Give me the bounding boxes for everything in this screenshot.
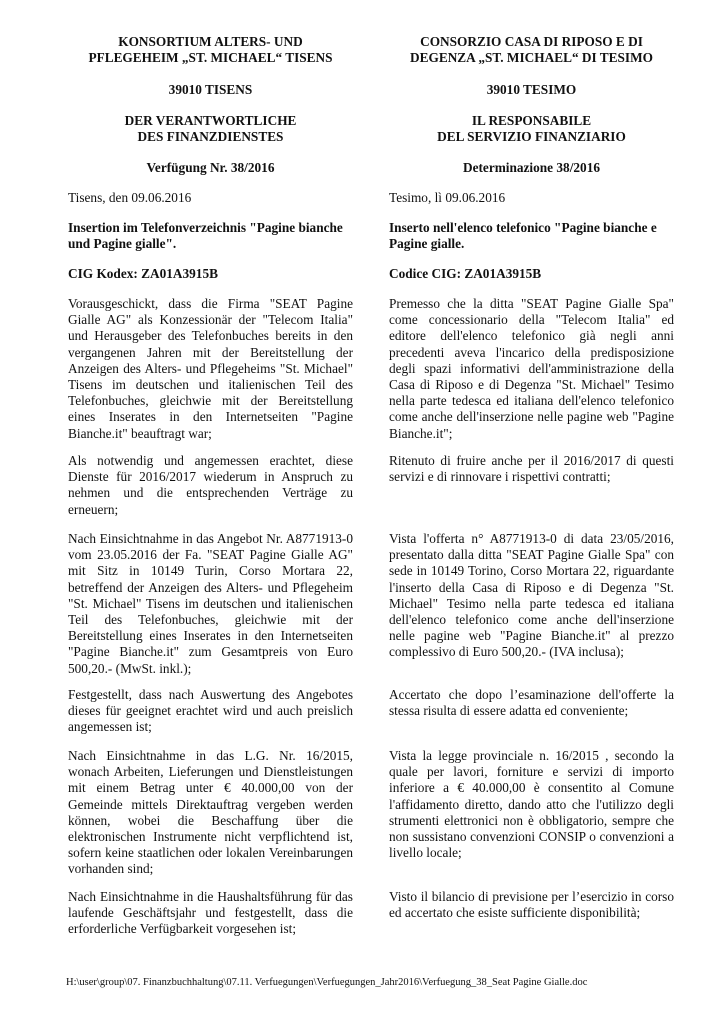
- postal-code-city-it: 39010 TESIMO: [486, 82, 577, 97]
- consortium-name-de: [68, 34, 353, 66]
- subject-de: Insertion im Telefonverzeichnis "Pagine bianche und Pagine gialle".: [68, 220, 343, 252]
- consortium-name-line: CONSORZIO CASA DI RIPOSO E DI: [420, 34, 643, 49]
- paragraph-it: Ritenuto di fruire anche per il 2016/2017 di questi servizi e di rinnovare i rispettivi contratti;: [389, 453, 674, 485]
- paragraph-de: Vorausgeschickt, dass die Firma "SEAT Pagine Gialle AG" als Konzessionär der "Telecom Italia" und Herausgeber des Telefonbuches bereits in den vergangenen Jahren mit der Bereitstellung der Anzeigen des Alters- und Pflegeheims "St. Michael" Tisens im deutschen und italienischen Teil des Telefonbuches, gleichwie mit der Bereitstellung eines Inserates in den Internetseiten "Pagine Bianche.it" beauftragt war;: [68, 296, 353, 441]
- place-date-de: Tisens, den 09.06.2016: [68, 190, 192, 205]
- paragraph-de: Nach Einsichtnahme in die Haushaltsführung für das laufende Geschäftsjahr und festgestellt, dass die erforderliche Verfügbarkeit vorgesehen ist;: [68, 889, 353, 937]
- cig-code-de: CIG Kodex: ZA01A3915B: [68, 266, 218, 281]
- office-title-line: DEL SERVIZIO FINANZIARIO: [437, 129, 626, 144]
- decree-number-de: Verfügung Nr. 38/2016: [146, 160, 275, 175]
- office-title-it: [389, 113, 674, 145]
- decree-number-it: Determinazione 38/2016: [462, 160, 600, 175]
- place-date-it: Tesimo, lì 09.06.2016: [389, 190, 506, 205]
- office-title-line: DER VERANTWORTLICHE: [124, 113, 297, 128]
- paragraph-de: Als notwendig und angemessen erachtet, diese Dienste für 2016/2017 wiederum in Anspruch zu nehmen und die entsprechenden Verträge zu erneuern;: [68, 453, 353, 517]
- office-title-line: DES FINANZDIENSTES: [137, 129, 284, 144]
- paragraph-it: Accertato che dopo l’esaminazione dell'offerte la stessa risulta di essere adatta ed conveniente;: [389, 687, 674, 719]
- paragraph-de: Nach Einsichtnahme in das Angebot Nr. A8771913-0 vom 23.05.2016 der Fa. "SEAT Pagine Gialle AG" mit Sitz in 10149 Turin, Corso Mortara 22, betreffend der Anzeigen des Alters- und Pflegeheim "St. Michael" Tisens im deutschen und italienischen Teil des Telefonbuches, gleichwie mit der Bereitstellung eines Inserates in den Internetseiten "Pagine Bianche.it" zum Gesamtpreis von Euro 500,20.- (MwSt. inkl.);: [68, 531, 353, 676]
- paragraph-it: Visto il bilancio di previsione per l’esercizio in corso ed accertato che esiste sufficiente disponibilità;: [389, 889, 674, 921]
- postal-code-city-de: 39010 TISENS: [168, 82, 253, 97]
- paragraph-it: Vista la legge provinciale n. 16/2015 , secondo la quale per lavori, forniture e servizi di importo inferiore a € 40.000,00 è consentito al Comune l'affidamento diretto, dando atto che l'utilizzo degli strumenti elettronici non è obbligatorio, sempre che non sussistano convenzioni CONSIP o convenzioni a livello locale;: [389, 748, 674, 861]
- subject-it: Inserto nell'elenco telefonico "Pagine bianche e Pagine gialle.: [389, 220, 657, 252]
- paragraph-it: Vista l'offerta n° A8771913-0 di data 23/05/2016, presentato dalla ditta "SEAT Pagine Gialle Spa" con sede in 10149 Torino, Corso Mortara 22, riguardante l'inserto della Casa di Riposo e di Degenza "St. Michael" Tesimo nella parte tedesca ed italiana dell'elenco telefonico come anche dell'inserzione nelle pagine web "Pagine Bianche.it" al prezzo complessivo di Euro 500,20.- (IVA inclusa);: [389, 531, 674, 660]
- paragraph-de: Nach Einsichtnahme in das L.G. Nr. 16/2015, wonach Arbeiten, Lieferungen und Dienstleistungen mit einem Betrag unter € 40.000,00 von der Gemeinde mittels Direktauftrag vergeben werden können, wobei die Beschaffung über die elektronischen Instrumente nicht verpflichtend ist, sofern keine staatlichen oder lokalen Vereinbarungen vorhanden sind;: [68, 748, 353, 877]
- consortium-name-it: [389, 34, 674, 66]
- footer-file-path: H:\user\group\07. Finanzbuchhaltung\07.11. Verfuegungen\Verfuegungen_Jahr2016\Verfuegung_38_Seat Pagine Gialle.doc: [66, 977, 588, 988]
- consortium-name-line: PFLEGEHEIM „ST. MICHAEL“ TISENS: [88, 50, 333, 65]
- paragraph-de: Festgestellt, dass nach Auswertung des Angebotes dieses für geeignet erachtet wird und auch preislich angemessen ist;: [68, 687, 353, 735]
- office-title-de: [68, 113, 353, 145]
- cig-code-it: Codice CIG: ZA01A3915B: [389, 266, 542, 281]
- paragraph-it: Premesso che la ditta "SEAT Pagine Gialle Spa" come concessionario della "Telecom Italia" ed editore dell'elenco telefonico già negli anni precedenti aveva l'incarico della predisposizione degli spazi informativi dell'amministrazione della Casa di Riposo e di Degenza "St. Michael" Tesimo nella parte tedesca ed italiana dell'elenco telefonico come anche dell'inserzione nelle pagine web "Pagine Bianche.it";: [389, 296, 674, 441]
- consortium-name-line: DEGENZA „ST. MICHAEL“ DI TESIMO: [410, 50, 653, 65]
- office-title-line: IL RESPONSABILE: [471, 113, 592, 128]
- consortium-name-line: KONSORTIUM ALTERS- UND: [118, 34, 303, 49]
